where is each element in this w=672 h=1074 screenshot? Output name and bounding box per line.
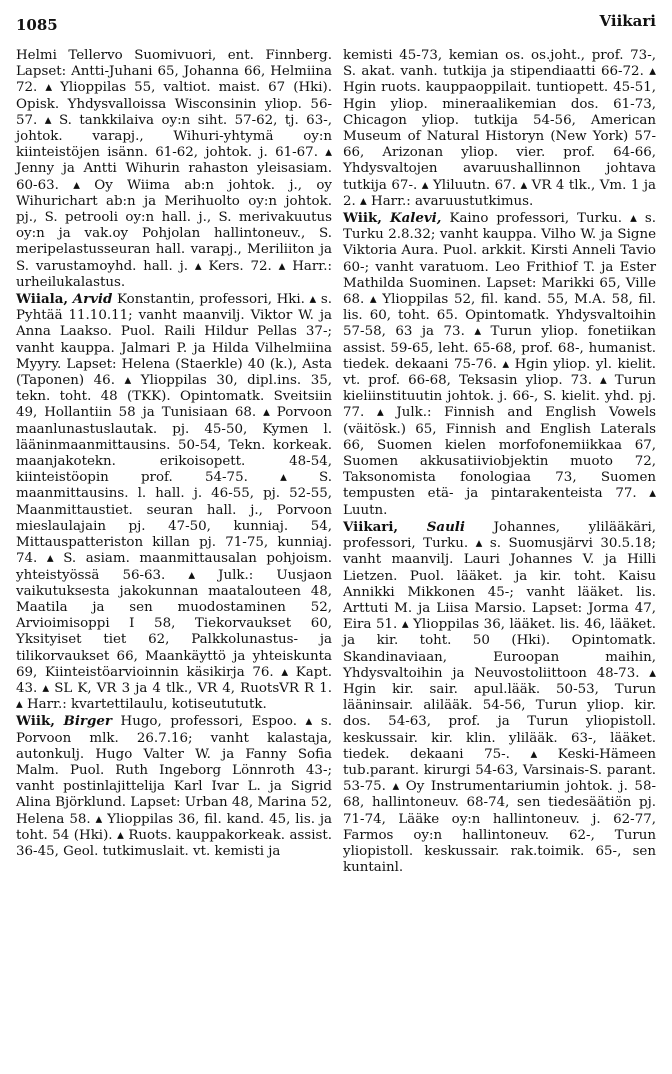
entry-text: kemisti 45-73, kemian os. os.joht., prof. 73-, S. akat. vanh. tutkija ja stipendiaatti 66-72. ▴ Hgin ruots. kauppaoppilait. tuntiopett. 45-51, Hgin yliop. mineraalikemian dos. 61-73, Chicagon yliop. tutkija 54-56, American Museum of Natural Historyn (New York) 57-66, Arizonan yliop. vier. prof. 64-66, Yhdysvaltojen avaruushallinnon johtava tutkija 67-. ▴ Yliluutn. 67. ▴ VR 4 tlk., Vm. 1 ja 2. ▴ Harr.: avaruustutkimus. [343,48,656,209]
entry-viikari [343,519,656,876]
right-column [343,48,656,876]
entry-wiik-birger [16,713,332,860]
entry-given-name: Birger [63,713,112,730]
entry-surname: Wiik, [343,210,382,227]
entry-text: Helmi Tellervo Suomivuori, ent. Finnberg. Lapset: Antti-Juhani 65, Johanna 66, Helmiina 72. ▴ Ylioppilas 55, valtiot. maist. 67 (Hki). Opisk. Yhdysvalloissa Wisconsinin yliop. 56-57. ▴ S. tankkilaiva oy:n siht. 57-62, tj. 63-, johtok. varapj., Wihuri-yhtymä oy:n kiinteistöjen isänn. 61-62, johtok. j. 61-67. ▴ Jenny ja Antti Wihurin rahaston yleisasiam. 60-63. ▴ Oy Wiima ab:n johtok. j., oy Wihurichart ab:n ja Merihuolto oy:n johtok. pj., S. petrooli oy:n hall. j., S. merivakuutus oy:n ja vak.oy Pohjolan hallintoneuv., S. meripelastusseuran hall. varapj., Meriliiton ja S. varustamoyhd. hall. j. ▴ Kers. 72. ▴ Harr.: urheilukalastus. [16,48,332,290]
running-title: Viikari [599,12,656,30]
entry-surname: Viikari, [343,518,399,535]
entry-text: Johannes, ylilääkäri, professori, Turku. ▴ s. Suomusjärvi 30.5.18; vanht maanvilj. Lauri Johannes V. ja Hilli Lietzen. Puol. lääket. ja kir. toht. Kaisu Annikki Mikkonen 45-; vanht lääket. lis. Arttuti M. ja Liisa Marsio. Lapset: Jorma 47, Eira 51. ▴ Ylioppilas 36, lääket. lis. 46, lääket. ja kir. toht. 50 (Hki). Opintomatk. Skandinaviaan, Euroopan maihin, Yhdysvaltoihin ja Neuvostoliittoon 48-73. ▴ Hgin kir. sair. apul.lääk. 50-53, Turun lääninsair. alilääk. 54-56, Turun yliop. kir. dos. 54-63, prof. ja Turun yliopistoll. keskussair. kir. klin. ylilääk. 63-, lääket. tiedek. dekaani 75-. ▴ Keski-Hämeen tub.parant. kirurgi 54-63, Varsinais-S. parant. 53-75. ▴ Oy Instrumentariumin johtok. j. 58-68, hallintoneuv. 68-74, sen tiedesäätiön pj. 71-74, Lääke oy:n hallintoneuv. j. 62-77, Farmos oy:n hallintoneuv. 62-, Turun yliopistoll. keskussair. rak.toimik. 65-, sen kuntainl. [343,519,656,876]
left-column [16,48,332,860]
entry-text: Kaino professori, Turku. ▴ s. Turku 2.8.32; vanht kauppa. Vilho W. ja Signe Viktoria Aura. Puol. arkkit. Kirsti Anneli Tavio 60-; vanht varatuom. Leo Frithiof T. ja Ester Mathilda Suominen. Lapset: Marikki 65, Ville 68. ▴ Ylioppilas 52, fil. kand. 55, M.A. 58, fil. lis. 60, toht. 65. Opintomatk. Yhdysvaltoihin 57-58, 63 ja 73. ▴ Turun yliop. fonetiikan assist. 59-65, leht. 65-68, prof. 68-, humanist. tiedek. dekaani 75-76. ▴ Hgin yliop. yl. kielit. vt. prof. 66-68, Teksasin yliop. 73. ▴ Turun kieliinstituutin johtok. j. 66-, S. kielit. yhd. pj. 77. ▴ Julk.: Finnish and English Vowels (väitösk.) 65, Finnish and English Laterals 66, Suomen kielen morfofonemiikkaa 67, Suomen akkusatiiviobjektin muoto 72, Taksonomista fonologiaa 73, Suomen tempusten etä- ja pintarakenteista 77. ▴ Luutn. [343,211,656,518]
entry-wiiala [16,291,332,713]
entry-suomivuori-continuation [16,48,332,291]
entry-wiik-birger-continuation [343,48,656,210]
entry-given-name: Kalevi, [389,210,442,227]
entry-surname: Wiik, [16,713,55,730]
entry-text: Konstantin, professori, Hki. ▴ s. Pyhtää 11.10.11; vanht maanvilj. Viktor W. ja Anna Laakso. Puol. Raili Hildur Pellas 37-; vanht kauppa. Jalmari P. ja Hilda Vilhelmiina Myyry. Lapset: Helena (Staerkle) 40 (k.), Asta (Taponen) 46. ▴ Ylioppilas 30, dipl.ins. 35, tekn. toht. 48 (TKK). Opintomatk. Sveitsiin 49, Hollantiin 58 ja Tunisiaan 68. ▴ Porvoon maanlunastuslautak. pj. 45-50, Kymen l. lääninmaanmittausins. 50-54, Tekn. korkeak. maanjakotekn. erikoisopett. 48-54, kiinteistöopin prof. 54-75. ▴ S. maanmittausins. l. hall. j. 46-55, pj. 52-55, Maanmittaustiet. seuran hall. j., Porvoon mieslaulajain pj. 47-50, kunniaj. 54, Mittauspatteriston killan pj. 71-75, kunniaj. 74. ▴ S. asiam. maanmittausalan pohjoism. yhteistyössä 56-63. ▴ Julk.: Uusjaon vaikutuksesta jakokunnan maatalouteen 48, Maatila ja sen muodostaminen 52, Arvioimisoppi I 58, Tiekorvaukset 60, Yksityiset tiet 62, Palkkolunastus- ja tilikorvaukset 66, Maankäyttö ja yhteiskunta 69, Kiinteistöarvioinnin käsikirja 76. ▴ Kapt. 43. ▴ SL K, VR 3 ja 4 tlk., VR 4, RuotsVR R 1. ▴ Harr.: kvartettilaulu, kotiseutututk. [16,292,332,713]
page-number: 1085 [16,16,58,34]
entry-text: Hugo, professori, Espoo. ▴ s. Porvoon mlk. 26.7.16; vanht kalastaja, autonkulj. Hugo Valter W. ja Fanny Sofia Malm. Puol. Ruth Ingeborg Lönnroth 43-; vanht postinlajittelija Karl Ivar L. ja Sigrid Alina Björklund. Lapset: Urban 48, Marina 52, Helena 58. ▴ Ylioppilas 36, fil. kand. 45, lis. ja toht. 54 (Hki). ▴ Ruots. kauppakorkeak. assist. 36-45, Geol. tutkimuslait. vt. kemisti ja [16,714,333,859]
entry-given-name: Sauli [426,518,465,535]
entry-surname: Wiiala, [16,291,69,308]
entry-given-name: Arvid [72,291,113,308]
entry-wiik-kalevi [343,210,656,519]
